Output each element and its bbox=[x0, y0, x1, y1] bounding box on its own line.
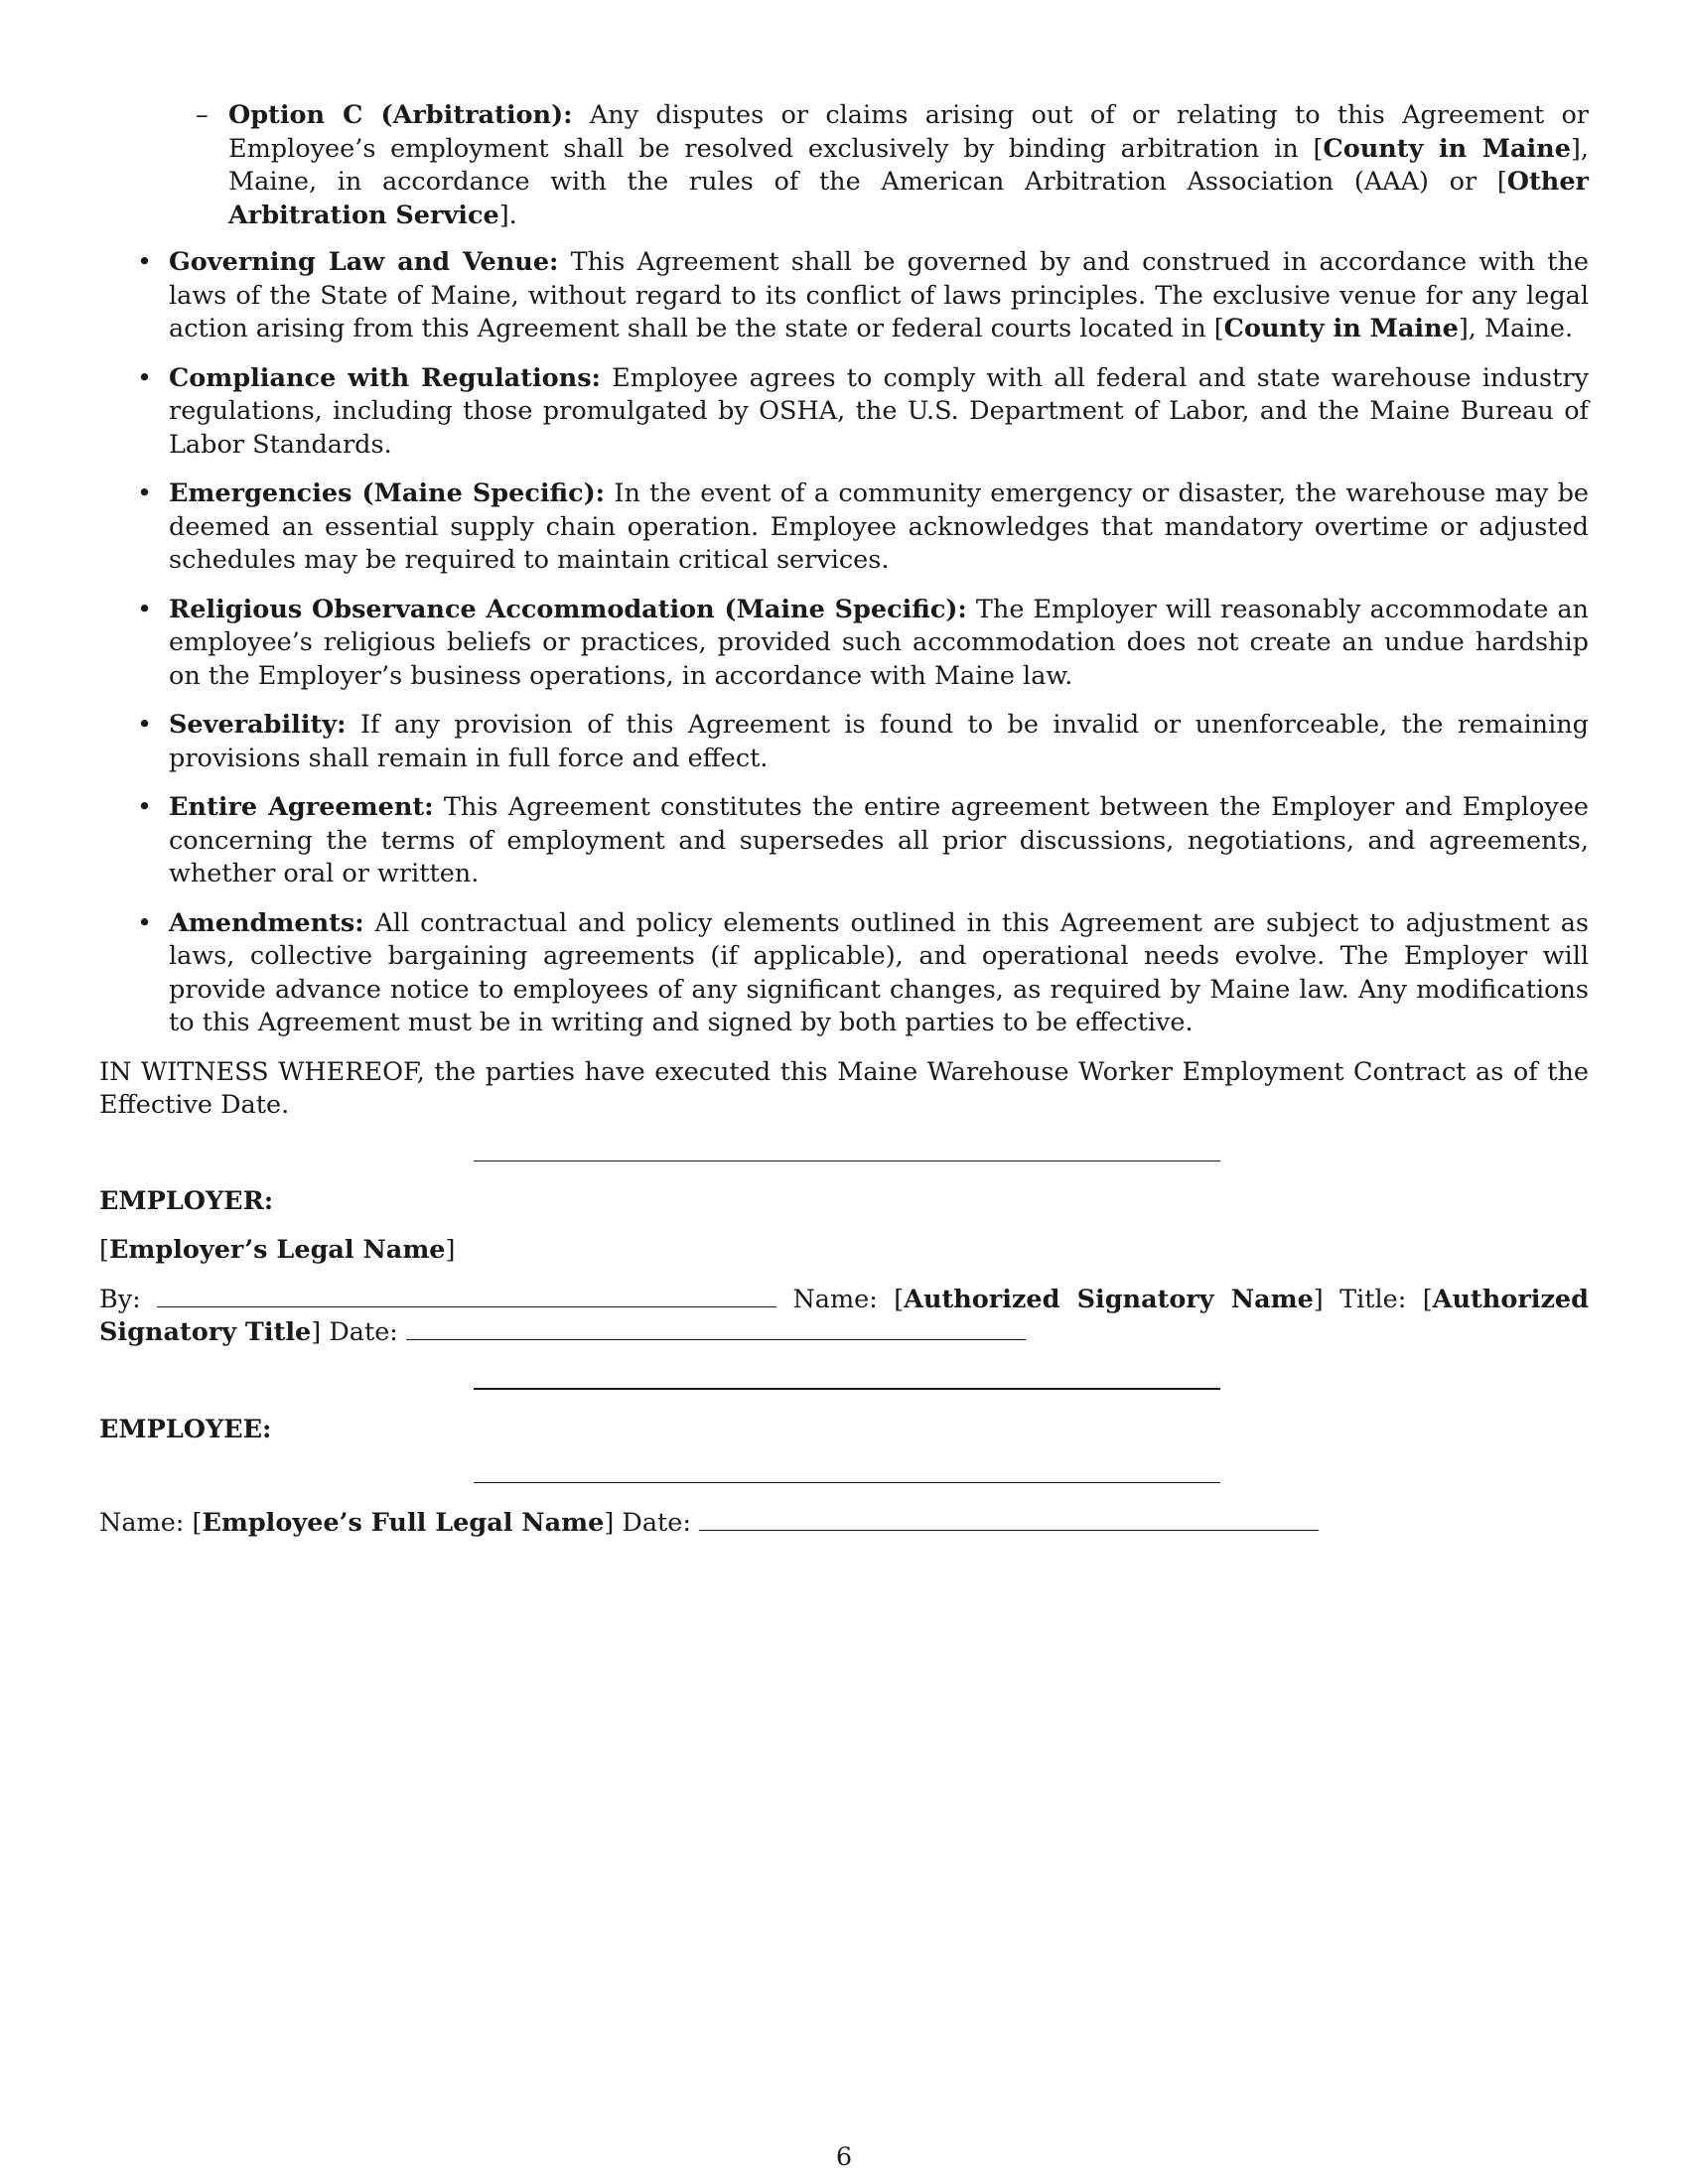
amendments-text: All contractual and policy elements outlined in this Agreement are subject to adjustment as laws, collective bargaining agreements (if applicable), and operational needs evolve. The Employer will provide advance notice to employees of any significant changes, as required by Maine law. Any modifications to this Agreement must be in writing and signed by both parties to be effective. bbox=[169, 907, 1589, 1037]
county-placeholder: County in Maine bbox=[1223, 314, 1459, 343]
bullet-icon: • bbox=[137, 247, 153, 277]
employer-signature-line[interactable] bbox=[474, 1160, 1220, 1161]
dash-marker: – bbox=[196, 100, 209, 130]
religious-item bbox=[99, 594, 1589, 694]
religious-text: The Employer will reasonably accommodate an employee’s religious beliefs or practices, provided such accommodation does not create an undue hardship on the Employer’s business operations, in accordance with Maine law. bbox=[169, 594, 1589, 691]
page-number: 6 bbox=[835, 2142, 853, 2172]
entire-agreement-label: Entire Agreement: bbox=[169, 792, 434, 822]
option-c-text: Any disputes or claims arising out of or relating to this Agreement or Employee’s employment shall be resolved exclusively by binding arbitration in bbox=[228, 100, 1590, 164]
governing-law-label: Governing Law and Venue: bbox=[169, 247, 559, 277]
employee-date-label: Date: bbox=[614, 1508, 700, 1538]
severability-text: If any provision of this Agreement is found to be invalid or unenforceable, the remaining provisions shall remain in full force and effect. bbox=[169, 710, 1589, 773]
emergencies-text: In the event of a community emergency or disaster, the warehouse may be deemed an essential supply chain operation. Employee acknowledges that mandatory overtime or adjusted schedules may be required to maintain critical services. bbox=[169, 478, 1589, 575]
title-label: Title: bbox=[1323, 1284, 1423, 1314]
compliance-label: Compliance with Regulations: bbox=[169, 362, 601, 393]
employee-date-field[interactable] bbox=[699, 1508, 1319, 1531]
governing-law-item bbox=[99, 246, 1589, 346]
by-label: By: bbox=[99, 1284, 141, 1314]
employer-heading: EMPLOYER: bbox=[99, 1185, 274, 1216]
signatory-name-placeholder: Authorized Signatory Name bbox=[904, 1284, 1314, 1314]
employee-heading: EMPLOYEE: bbox=[99, 1414, 272, 1444]
bullet-icon: • bbox=[137, 792, 153, 822]
name-label: Name: bbox=[776, 1284, 895, 1314]
emergencies-label: Emergencies (Maine Specific): bbox=[169, 478, 606, 508]
severability-item bbox=[99, 709, 1589, 775]
witness-clause: IN WITNESS WHEREOF, the parties have executed this Maine Warehouse Worker Employment Contract as of the Effective Date. bbox=[99, 1056, 1589, 1120]
emergencies-item bbox=[99, 478, 1589, 578]
amendments-label: Amendments: bbox=[169, 907, 364, 938]
employer-legal-name-placeholder: Employer’s Legal Name bbox=[108, 1235, 446, 1265]
bracket: [ bbox=[1313, 133, 1324, 164]
employee-name-label: Name: bbox=[99, 1508, 193, 1538]
bullet-icon: • bbox=[137, 478, 153, 508]
governing-law-text: This Agreement shall be governed by and construed in accordance with the laws of the State of Maine, without regard to its conflict of laws principles. The exclusive venue for any legal action arising from this Agreement shall be the state or federal courts located in [ bbox=[169, 247, 1589, 343]
employer-date-field[interactable] bbox=[406, 1317, 1026, 1340]
employee-section-rule bbox=[474, 1388, 1220, 1390]
provisions-list bbox=[99, 246, 1589, 1040]
severability-label: Severability: bbox=[169, 710, 347, 740]
bullet-icon: • bbox=[137, 710, 153, 740]
option-c-label: Option C (Arbitration): bbox=[228, 100, 573, 130]
employer-legal-name: [Employer’s Legal Name] bbox=[99, 1235, 456, 1265]
page-content bbox=[99, 99, 1589, 1541]
option-c-arbitration bbox=[99, 99, 1589, 232]
religious-label: Religious Observance Accommodation (Maine Specific): bbox=[169, 594, 967, 624]
option-c-text-3: ]. bbox=[498, 200, 517, 230]
date-label: Date: bbox=[321, 1317, 407, 1347]
employer-signatory-line: By: Name: [Authorized Signatory Name] Title: [Authorized Signatory Title] Date: bbox=[99, 1284, 1589, 1347]
employee-name-line: Name: [Employee’s Full Legal Name] Date: bbox=[99, 1507, 1589, 1541]
other-arbitration-placeholder: Other Arbitration Service bbox=[228, 167, 1589, 230]
amendments-item bbox=[99, 907, 1589, 1040]
entire-agreement-item bbox=[99, 791, 1589, 891]
compliance-text: Employee agrees to comply with all federal and state warehouse industry regulations, including those promulgated by OSHA, the U.S. Department of Labor, and the Maine Bureau of Labor Standards. bbox=[169, 362, 1589, 460]
signatory-title-placeholder: Authorized Signatory Title bbox=[99, 1284, 1589, 1347]
employee-name-placeholder: Employee’s Full Legal Name bbox=[202, 1508, 605, 1538]
employee-signature-line[interactable] bbox=[474, 1482, 1220, 1483]
governing-law-text-2: ], Maine. bbox=[1458, 314, 1574, 343]
bullet-icon: • bbox=[137, 362, 153, 393]
bullet-icon: • bbox=[137, 594, 153, 624]
county-placeholder: County in Maine bbox=[1323, 133, 1571, 164]
bullet-icon: • bbox=[137, 907, 153, 938]
entire-agreement-text: This Agreement constitutes the entire agreement between the Employer and Employee concerning the terms of employment and supersedes all prior discussions, negotiations, and agreements, whether oral or written. bbox=[169, 792, 1589, 888]
option-c-text-2: ], Maine, in accordance with the rules of the American Arbitration Association (AAA) or [ bbox=[228, 133, 1589, 197]
compliance-item bbox=[99, 362, 1589, 463]
by-signature-field[interactable] bbox=[157, 1285, 776, 1307]
